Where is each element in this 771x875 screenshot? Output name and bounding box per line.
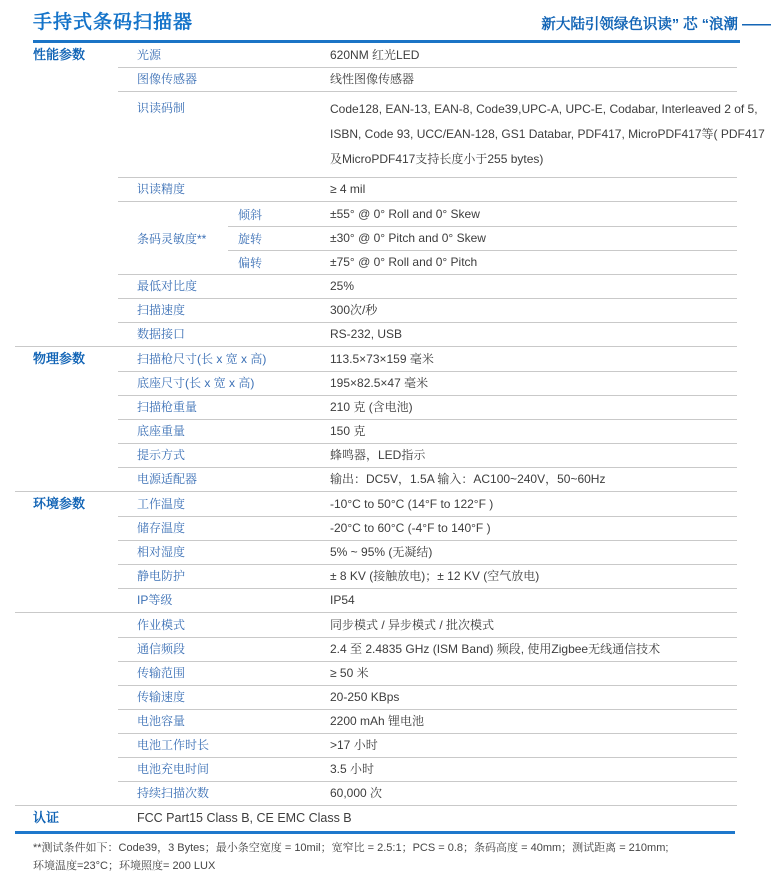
page-title: 手持式条码扫描器: [33, 12, 194, 33]
spec-row-group: [118, 201, 737, 274]
param-value: 25%: [330, 279, 355, 293]
param-name: 底座重量: [137, 424, 186, 438]
param-name: 相对湿度: [137, 545, 186, 559]
spec-group: [15, 491, 737, 612]
spec-row: [118, 322, 737, 346]
param-value: -20°C to 60°C (-4°F to 140°F ): [330, 521, 491, 535]
param-name: 扫描速度: [137, 303, 186, 317]
param-name: 电源适配器: [137, 472, 198, 486]
spec-row: [118, 274, 737, 298]
param-name: 图像传感器: [137, 72, 198, 86]
spec-row: [118, 467, 737, 491]
param-value: 蜂鸣器，LED指示: [330, 448, 426, 462]
param-value: IP54: [330, 593, 355, 607]
spec-subrow: [228, 250, 737, 274]
param-value: -10°C to 50°C (14°F to 122°F ): [330, 496, 494, 511]
param-name: 数据接口: [137, 327, 186, 341]
param-name: 传输速度: [137, 690, 186, 704]
spec-group: [15, 346, 737, 491]
param-value: RS-232, USB: [330, 327, 403, 341]
param-value: [330, 92, 769, 177]
param-value: ±75° @ 0° Roll and 0° Pitch: [330, 255, 478, 269]
value-line: 及MicroPDF417支持长度小于255 bytes): [330, 152, 544, 166]
param-value: 输出：DC5V，1.5A 输入：AC100~240V，50~60Hz: [330, 472, 606, 486]
spec-subrow: [228, 226, 737, 250]
spec-row: [118, 492, 737, 516]
group-rows: [118, 347, 737, 491]
param-name: 持续扫描次数: [137, 786, 210, 800]
subrow-list: [228, 202, 737, 274]
value-line: ISBN, Code 93, UCC/EAN-128, GS1 Databar, PDF417, MicroPDF417等( PDF417: [330, 127, 765, 141]
spec-row: [118, 395, 737, 419]
param-value: ≥ 4 mil: [330, 182, 366, 196]
spec-row: [118, 67, 737, 91]
spec-group: [15, 805, 737, 831]
param-value: ≥ 50 米: [330, 666, 369, 680]
category-label: 环境参数: [33, 496, 86, 511]
spec-row: [118, 685, 737, 709]
param-name: 底座尺寸(长 x 宽 x 高): [137, 376, 255, 390]
group-rows: [118, 43, 765, 346]
footnote-line-2: 环境温度=23°C；环境照度= 200 LUX: [33, 860, 216, 872]
category-label: 认证: [33, 810, 60, 825]
spec-table: [15, 43, 765, 831]
param-name: 识读精度: [137, 182, 186, 196]
param-name: 扫描枪尺寸(长 x 宽 x 高): [137, 351, 267, 366]
spec-row: [118, 733, 737, 757]
param-name: 光源: [137, 47, 162, 62]
subparam-name: 旋转: [238, 232, 263, 246]
spec-row: [118, 347, 737, 371]
param-name: 条码灵敏度**: [137, 231, 207, 246]
group-rows: [118, 806, 737, 831]
group-rows: [118, 492, 737, 612]
spec-row: [118, 443, 737, 467]
value-line: Code128, EAN-13, EAN-8, Code39,UPC-A, UPC-E, Codabar, Interleaved 2 of 5,: [330, 102, 758, 116]
spec-row: [118, 516, 737, 540]
param-name: 扫描枪重量: [137, 400, 198, 414]
param-name: 电池工作时长: [137, 738, 210, 752]
param-value: 3.5 小时: [330, 762, 375, 776]
param-value: 300次/秒: [330, 303, 378, 317]
param-name: 通信频段: [137, 642, 186, 656]
group-rows: [118, 613, 737, 805]
param-name: 提示方式: [137, 448, 186, 462]
param-value: 210 克 (含电池): [330, 400, 413, 414]
param-name: 识读码制: [137, 101, 186, 115]
spec-row: [118, 177, 737, 201]
param-name: 储存温度: [137, 521, 186, 535]
param-value: ±55° @ 0° Roll and 0° Skew: [330, 206, 480, 221]
certification-value: FCC Part15 Class B, CE EMC Class B: [137, 811, 352, 825]
header: [0, 0, 771, 40]
spec-row: [118, 757, 737, 781]
spec-row: [118, 637, 737, 661]
param-value: 620NM 红光LED: [330, 47, 420, 62]
header-slogan: 新大陆引领绿色识读” 芯 “浪潮 ——: [541, 17, 771, 33]
spec-group: [15, 612, 737, 805]
spec-group: [15, 43, 765, 346]
spec-row: [118, 709, 737, 733]
param-value: >17 小时: [330, 738, 378, 752]
param-name: 工作温度: [137, 496, 186, 511]
param-name: 作业模式: [137, 617, 186, 632]
param-name: 电池充电时间: [137, 762, 210, 776]
certification-row: [118, 806, 737, 831]
param-value: 60,000 次: [330, 786, 383, 800]
spec-row: [118, 661, 737, 685]
spec-row: [118, 298, 737, 322]
subparam-name: 偏转: [238, 256, 263, 270]
param-value: 20-250 KBps: [330, 690, 400, 704]
spec-row: [118, 781, 737, 805]
param-value: 同步模式 / 异步模式 / 批次模式: [330, 617, 495, 632]
spec-row: [118, 564, 737, 588]
spec-subrow: [228, 202, 737, 226]
param-value: 5% ~ 95% (无凝结): [330, 545, 433, 559]
param-value: 线性图像传感器: [330, 72, 415, 86]
param-value: 195×82.5×47 毫米: [330, 376, 429, 390]
param-value: 150 克: [330, 424, 366, 438]
param-value: ± 8 KV (接触放电)；± 12 KV (空气放电): [330, 569, 540, 583]
param-name: 传输范围: [137, 666, 186, 680]
category-label: 性能参数: [33, 47, 86, 62]
subparam-name: 倾斜: [238, 207, 263, 222]
footnotes: [0, 834, 771, 875]
category-label: 物理参数: [33, 351, 86, 366]
spec-row: [118, 613, 737, 637]
param-value: ±30° @ 0° Pitch and 0° Skew: [330, 231, 486, 245]
param-value: 113.5×73×159 毫米: [330, 351, 434, 366]
param-value: 2200 mAh 锂电池: [330, 714, 425, 728]
param-value: 2.4 至 2.4835 GHz (ISM Band) 频段, 使用Zigbee无线通信技术: [330, 642, 661, 656]
spec-row: [118, 371, 737, 395]
spec-row: [118, 588, 737, 612]
param-name: 最低对比度: [137, 279, 198, 293]
spec-row: [118, 43, 737, 67]
param-name: 静电防护: [137, 569, 186, 583]
footnote-line-1: **测试条件如下：Code39，3 Bytes；最小条空宽度 = 10mil；宽窄比 = 2.5:1；PCS = 0.8；条码高度 = 40mm；测试距离 = 210mm;: [33, 842, 669, 854]
spec-row: [118, 91, 765, 177]
spec-row: [118, 419, 737, 443]
spec-row: [118, 540, 737, 564]
param-name: 电池容量: [137, 714, 186, 728]
param-name: IP等级: [137, 593, 173, 607]
